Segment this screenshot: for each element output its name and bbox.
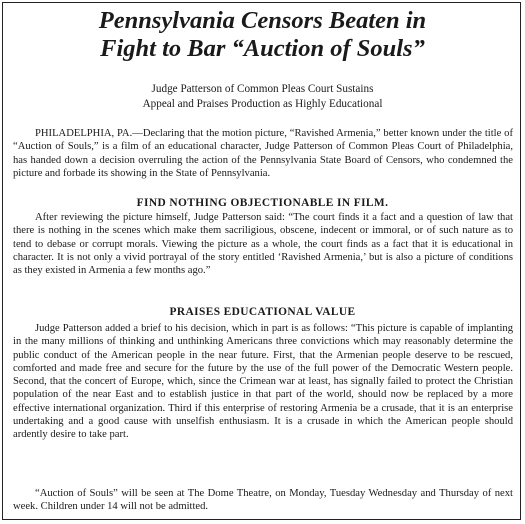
deck-line-1: Judge Patterson of Common Pleas Court Sustains — [151, 83, 374, 95]
article-clipping — [2, 2, 521, 520]
subhead-praises-educational-value: PRAISES EDUCATIONAL VALUE — [169, 306, 356, 318]
paragraph-judge-brief: Judge Patterson added a brief to his decision, which in part is as follows: “This picture is capable of implanting in the many millions of thinking and unthinking Americans three convictions which may reasonably determine the public conduct of the American people in the near future. First, that the Armenian people deserve to be rescued, comforted and made free and secure for the future by the use of the full power of the Democratic Western people. Second, that the concert of Europe, which, since the Crimean war at least, has signally failed to protect the Christian population of the near East and to establish justice in that part of the world, should now be replaced by a more effective international organization. Third if this enterprise of restoring Armenia be a crusade, that it is an enterprise undertaking and a good cause with unselfish enthusiasm. It is a crusade in which the American people should ardently desire to take part. — [13, 323, 513, 441]
paragraph-screening-notice: “Auction of Souls” will be seen at The Dome Theatre, on Monday, Tuesday Wednesday and Thursday of next week. Children under 14 will not be admitted. — [13, 488, 513, 513]
paragraph-judge-statement: After reviewing the picture himself, Judge Patterson said: “The court finds it a fact and a question of law that there is nothing in the scenes which make them sacriligious, obscene, indecent or immoral, or of such nature as to tend to debase or corrupt morals. Viewing the picture as a whole, the court finds as a fact that it is educational in character. It is not only a vivid portrayal of the story entitled ‘Ravished Armenia,’ but is also a picture of conditions as they existed in Armenia a few months ago.” — [13, 212, 513, 277]
headline-line-2: Fight to Bar “Auction of Souls” — [100, 35, 425, 62]
headline-line-1: Pennsylvania Censors Beaten in — [98, 7, 427, 34]
paragraph-dateline: PHILADELPHIA, PA.—Declaring that the motion picture, “Ravished Armenia,” better known under the title of “Auction of Souls,” is a film of an educational character, Judge Patterson of Common Pleas Court of Philadelphia, has handed down a decision overruling the action of the Pennsylvania State Board of Censors, who condemned the picture and forbade its showing in the State of Pennsylvania. — [13, 128, 513, 179]
deck-line-2: Appeal and Praises Production as Highly Educational — [142, 98, 383, 110]
subhead-find-nothing-objectionable: FIND NOTHING OBJECTIONABLE IN FILM. — [136, 197, 389, 209]
